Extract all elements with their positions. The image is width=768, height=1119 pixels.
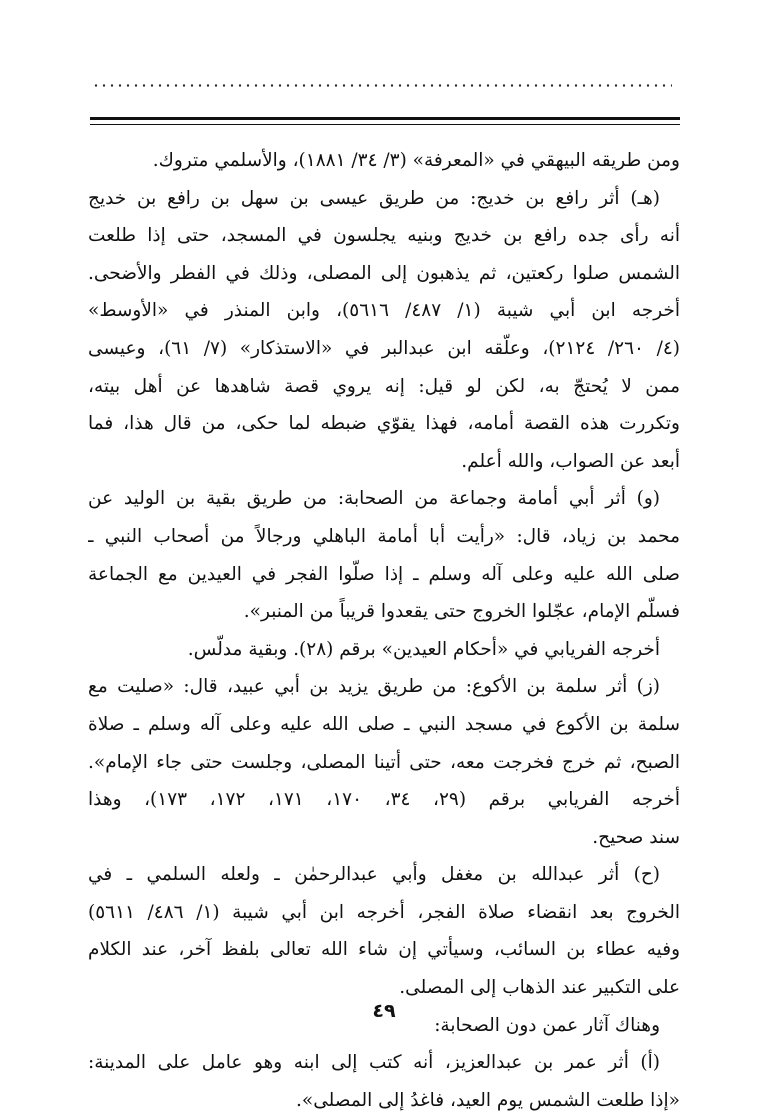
text-line: وفيه عطاء بن السائب، وسيأتي إن شاء الله تعالى بلفظ آخر، عند الكلام — [88, 939, 680, 961]
text-line: ممن لا يُحتجّ به، لكن لو قيل: إنه يروي قصة شاهدها عن أهل بيته، — [88, 375, 680, 397]
text-line: أخرجه الفريابي في «أحكام العيدين» برقم (٢٨). وبقية مدلّس. — [187, 638, 660, 660]
text-line: فسلّم الإمام، عجّلوا الخروج حتى يقعدوا قريباً من المنبر». — [243, 601, 680, 623]
text-line: الشمس صلوا ركعتين، ثم يذهبون إلى المصلى، وذلك في الفطر والأضحى. — [88, 262, 680, 284]
text-line: أخرجه الفريابي برقم (٢٩، ٣٤، ١٧٠، ١٧١، ١٧٢، ١٧٣)، وهذا — [88, 789, 680, 811]
text-line: الخروج بعد انقضاء صلاة الفجر، أخرجه ابن أبي شيبة (١/ ٤٨٦/ ٥٦١١) — [88, 901, 680, 923]
text-line: صلى الله عليه وعلى آله وسلم ـ إذا صلّوا الفجر في العيدين مع الجماعة — [88, 563, 680, 585]
dotted-header-rule — [92, 84, 672, 87]
text-line: الصبح، ثم خرج فخرجت معه، حتى أتينا المصلى، وجلست حتى جاء الإمام». — [88, 751, 680, 773]
header-rule-thin — [90, 124, 680, 125]
text-line: (٤/ ٢٦٠/ ٢١٢٤)، وعلّقه ابن عبدالبر في «الاستذكار» (٧/ ٦١)، وعيسى — [88, 337, 680, 359]
text-line: أبعد عن الصواب، والله أعلم. — [461, 450, 680, 472]
text-line: أخرجه ابن أبي شيبة (١/ ٤٨٧/ ٥٦١٦)، وابن المنذر في «الأوسط» — [88, 300, 680, 322]
page-number: ٤٩ — [372, 1000, 396, 1022]
text-line: وتكررت هذه القصة أمامه، فهذا يقوّي ضبطه لما حكى، من قال هذا، فما — [88, 413, 680, 435]
text-line: (ز) أثر سلمة بن الأكوع: من طريق يزيد بن أبي عبيد، قال: «صليت مع — [88, 676, 660, 698]
text-line: (أ) أثر عمر بن عبدالعزيز، أنه كتب إلى ابنه وهو عامل على المدينة: — [88, 1052, 660, 1074]
text-line: سلمة بن الأكوع في مسجد النبي ـ صلى الله عليه وعلى آله وسلم ـ صلاة — [88, 713, 680, 735]
text-line: وهناك آثار عمن دون الصحابة: — [434, 1014, 660, 1036]
text-line: على التكبير عند الذهاب إلى المصلى. — [399, 977, 680, 999]
text-line: سند صحيح. — [592, 826, 680, 848]
body-text — [88, 142, 680, 1119]
text-line: (ح) أثر عبدالله بن مغفل وأبي عبدالرحمٰن ـ ولعله السلمي ـ في — [88, 864, 660, 886]
text-line: محمد بن زياد، قال: «رأيت أبا أمامة الباهلي ورجالاً من أصحاب النبي ـ — [88, 525, 680, 547]
text-line: (هـ) أثر رافع بن خديج: من طريق عيسى بن سهل بن رافع بن خديج — [88, 187, 660, 209]
text-line: أنه رأى جده رافع بن خديج وبنيه يجلسون في المسجد، حتى إذا طلعت — [88, 225, 680, 247]
text-line: (و) أثر أبي أمامة وجماعة من الصحابة: من طريق بقية بن الوليد عن — [88, 488, 660, 510]
text-line: «إذا طلعت الشمس يوم العيد، فاغدُ إلى المصلى». — [296, 1089, 680, 1111]
header-rule-thick — [90, 117, 680, 120]
text-line: ومن طريقه البيهقي في «المعرفة» (٣/ ٣٤/ ١٨٨١)، والأسلمي متروك. — [152, 150, 680, 171]
